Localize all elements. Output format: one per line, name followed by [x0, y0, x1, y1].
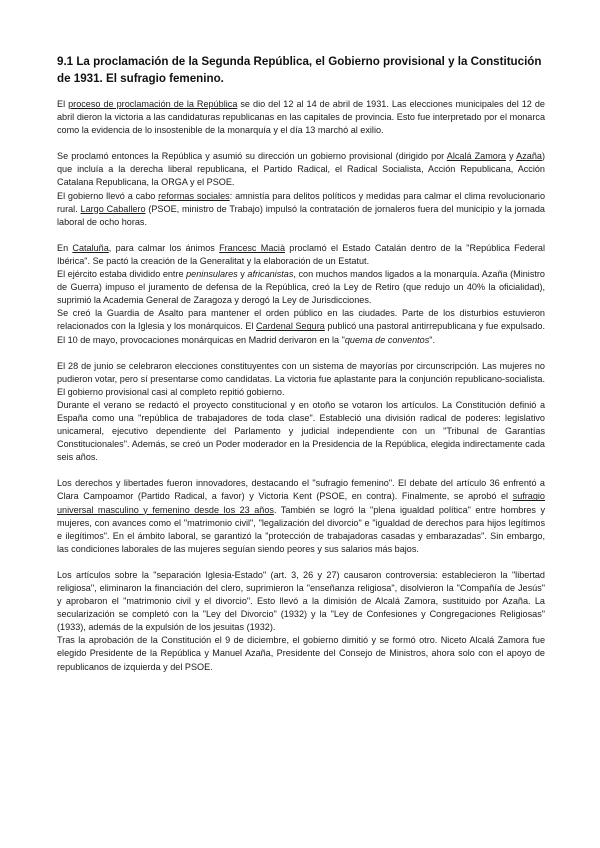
page-title: 9.1 La proclamación de la Segunda República, el Gobierno provisional y la Constitución de 1931. El sufragio femenino.: [57, 55, 542, 85]
document-body: [57, 98, 545, 674]
link-azana[interactable]: Azaña: [516, 151, 542, 162]
link-largo-caballero[interactable]: Largo Caballero: [80, 203, 146, 214]
paragraph-social-reforms: El gobierno llevó a cabo reformas sociales: amnistía para delitos políticos y medidas para calmar el clima revolucionario rural. Largo Caballero (PSOE, ministro de Trabajo) impulsó la contratación de jornaleros fuera del municipio y la jornada laboral de ocho horas.: [57, 190, 546, 227]
paragraph-constitution: Durante el verano se redactó el proyecto constitucional y en otoño se votaron los artículos. La Constitución definió a España como una "república de trabajadores de toda clase". Estableció una división radical de poderes: legislativo unicameral, ejecutivo dependiente del Parlamento y judicial independiente con un "Tribunal de Garantías Constitucionales". Además, se creó un Poder moderador en la Presidencia de la República, elegida indirectamente cada seis años.: [57, 399, 545, 463]
paragraph-elections: El 28 de junio se celebraron elecciones constituyentes con un sistema de mayorías por circunscripción. Las mujeres no pudieron votar, pero sí presentarse como candidatas. La victoria fue aplastante para la conjunción republicano-socialista. El gobierno provisional casi al completo repitió gobierno.: [57, 360, 545, 397]
paragraph-rights-suffrage: Los derechos y libertades fueron innovadores, destacando el "sufragio femenino". El debate del artículo 36 enfrentó a Clara Campoamor (Partido Radical, a favor) y Victoria Kent (PSOE, en contra). Finalmente, se aprobó el sufragio universal masculino y femenino desde los 23 años. También se logró la "plena igualdad política" entre hombres y mujeres, con avances como el "matrimonio civil", "legalización del divorcio" e "igualdad de derechos para hijos legítimos e ilegítimos". En el ámbito laboral, se garantizó la "protección de trabajadoras casadas y embarazadas". Sin embargo, las condiciones laborales de las mujeres seguían siendo peores y sus salarios más bajos.: [57, 478, 545, 554]
link-social-reforms[interactable]: reformas sociales: [158, 190, 230, 201]
link-cardenal-segura[interactable]: Cardenal Segura: [255, 321, 325, 332]
paragraph-provisional-government: Se proclamó entonces la República y asumió su dirección un gobierno provisional (dirigido por Alcalá Zamora y Azaña) que incluía a la derecha liberal republicana, el Partido Radical, el Radical Socialista, Acción Republicana, Acción Catalana Republicana, la ORGA y el PSOE.: [57, 151, 545, 188]
link-universal-suffrage[interactable]: sufragio universal masculino y femenino desde los 23 años: [57, 491, 545, 515]
link-francesc-macia[interactable]: Francesc Macià: [219, 242, 285, 253]
link-cataluna[interactable]: Cataluña: [72, 242, 109, 253]
link-proclamation-process[interactable]: proceso de proclamación de la República: [68, 99, 238, 109]
paragraph-church-state: Los artículos sobre la "separación Iglesia-Estado" (art. 3, 26 y 27) causaron controversia: establecieron la "libertad religiosa", eliminaron la financiación del clero, suprimieron la "enseñanza religiosa", disolvieron la "Compañía de Jesús" y aprobaron el "matrimonio civil y el divorcio". Esto llevó a la dimisión de Alcalá Zamora, sustituido por Azaña. La secularización se completó con la "Ley del Divorcio" (1932) y la "Ley de Confesiones y Congregaciones Religiosas" (1933), además de la expulsión de los jesuitas (1932).: [57, 569, 545, 633]
paragraph-army: El ejército estaba dividido entre peninsulares y africanistas, con muchos mandos ligados a la monarquía. Azaña (Ministro de Guerra) impuso el juramento de defensa de la República, creó la Ley de Retiro (que redujo un 40% la oficialidad), suprimió la Academia General de Zaragoza y derogó la Ley de Jurisdicciones.: [57, 269, 545, 306]
paragraph-proclamation: El proceso de proclamación de la República se dio del 12 al 14 de abril de 1931. Las elecciones municipales del 12 de abril dieron la victoria a las candidaturas republicanas en las capitales de provincia. Esto fue interpretado por el monarca como la evidencia de lo insostenible de la monarquía y el día 13 marchó al exilio.: [57, 99, 545, 136]
link-alcala-zamora[interactable]: Alcalá Zamora: [446, 151, 506, 162]
paragraph-catalonia: En Cataluña, para calmar los ánimos Francesc Macià proclamó el Estado Catalán dentro de la "República Federal Ibérica". Se pactó la creación de la Generalitat y la elaboración de un Estatut.: [57, 242, 545, 266]
paragraph-new-government: Tras la aprobación de la Constitución el 9 de diciembre, el gobierno dimitió y se formó otro. Niceto Alcalá Zamora fue elegido Presidente de la República y Manuel Azaña, Presidente del Consejo de Ministros, ahora solo con el apoyo de republicanos de izquierda y del PSOE.: [57, 635, 545, 672]
paragraph-public-order: Se creó la Guardia de Asalto para mantener el orden público en las ciudades. Parte de los disturbios estuvieron relacionados con la Iglesia y los monárquicos. El Cardenal Segura publicó una pastoral antirrepublicana y fue expulsado. El 10 de mayo, provocaciones monárquicas en Madrid derivaron en la "quema de conventos".: [57, 308, 545, 345]
